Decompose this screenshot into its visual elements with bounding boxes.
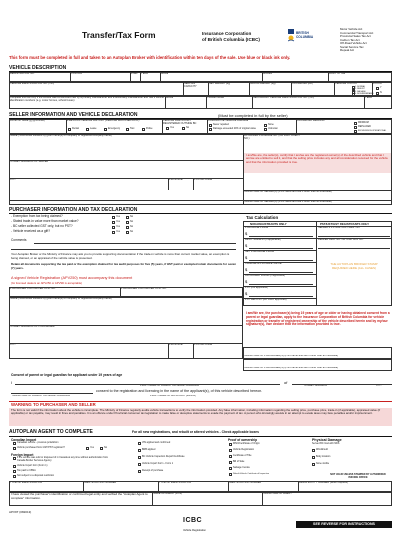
agent-option-label: BRB applied <box>142 448 156 451</box>
agent-option-label: Canadian vehicle - previous jurisdiction <box>17 441 59 444</box>
consent-text: consent to the registration and licencing in the name of the applicant(s), of this vehicle described hereon. <box>96 389 263 393</box>
canadian-gst-no-checkbox[interactable] <box>100 447 103 450</box>
agent-section-subtitle: For all new registrations, and rebuilt or altered vehicles - Check applicable boxes <box>132 430 259 434</box>
agent-signature-field[interactable]: SIGNATURE OF AGENT <box>263 493 292 495</box>
tax-calc-title: Tax Calculation <box>246 215 279 220</box>
canadian-previous-checkbox[interactable] <box>13 442 16 445</box>
tax-col-nonregistrants: NON-REGISTRANTS ONLY <box>250 222 287 226</box>
consent-print-label: PRINT NAME OF PARENT OR LEGAL GUARDIAN <box>140 385 200 387</box>
section-rule <box>9 213 392 214</box>
yes-label: Yes <box>90 446 94 449</box>
consent-of: of <box>284 380 288 385</box>
inspection-report-checkbox[interactable] <box>138 456 141 459</box>
dollar-sign: $ <box>245 291 248 296</box>
seller-province-field[interactable]: PROVINCE <box>169 179 183 181</box>
agent-option-label: Receipt of purchase <box>142 469 164 472</box>
history-rental-checkbox[interactable] <box>68 128 71 131</box>
status-option-label: 4. NON-REPAIRABLE <box>355 93 374 96</box>
status-option-label: 1. NORMAL <box>355 85 366 88</box>
seller-signature2-field[interactable]: SIGNATURE OF SELLER(S) (Print name and title if other than an individual) <box>244 201 332 203</box>
yes-label: Yes <box>116 219 120 223</box>
question-tradein: - Stated trade-in value more than market value? <box>11 219 79 223</box>
foreign-import-heading: Foreign Import <box>11 453 34 457</box>
cumulative-damage-label: CUMULATIVE VEHICLE DAMAGE <box>208 120 249 122</box>
damage-never-checkbox[interactable] <box>209 124 212 127</box>
dollar-sign: $ <box>245 267 248 272</box>
windshield-checkbox[interactable] <box>312 449 315 452</box>
pst-input[interactable] <box>249 296 313 297</box>
section-rule <box>9 436 392 437</box>
warning-title: WARNING TO PURCHASER AND SELLER <box>11 402 96 407</box>
registered-outside-bc-label: VEHICLE PREVIOUSLY REGISTERED OUTSIDE BC <box>163 120 197 125</box>
seller-gst-input[interactable] <box>318 236 390 237</box>
gst-only-yes-checkbox[interactable] <box>112 226 115 229</box>
dealer-no-input[interactable] <box>318 248 390 249</box>
purchaser-section-title: PURCHASER INFORMATION AND TAX DECLARATION <box>9 207 138 213</box>
seller-declaration: I am/We are, the seller(s), certify that I am/we are the registered owner(s) of the described vehicle and that I am/we are entitled to sell it, and that the selling price includes any and all consideration received for the vehicle and that the information provided is true. <box>246 153 388 164</box>
appraisal-input[interactable] <box>249 284 313 285</box>
intro-notice: This form must be completed in full and taken to an Autoplan Broker with identification within ten days of the sale. Use blue or black ink only. <box>9 55 291 60</box>
broker-stamp-area: THE AUTOPLAN BROKER STAMP REQUIRED HERE (ALL CASES) <box>330 262 378 270</box>
question-exemption: - Exemption from tax being claimed? <box>11 214 63 218</box>
trade-name-field[interactable]: TRADE NAME <box>207 97 225 99</box>
odometer-option-label: REPLACED <box>358 125 371 128</box>
id-number2-field[interactable]: IDENTIFICATION NUMBER <box>229 482 262 484</box>
odometer-reading-label: ODOMETER READING <box>297 120 325 122</box>
legal-entity-field[interactable]: LEGAL ENTITY NUMBER (when required) <box>299 482 349 484</box>
no-label: No <box>130 214 134 218</box>
agent-option-label: Bill of Sale <box>233 460 245 463</box>
agent-option-label: Salvage Invoice <box>233 466 250 469</box>
history-option-label: Taxi <box>130 127 135 130</box>
purchaser-signature2-field[interactable]: SIGNATURE OF PURCHASER(S) (Print name and title if other than an individual) <box>244 367 339 369</box>
history-option-label: Police <box>146 127 153 130</box>
secondary-manufacturer-note: Complete this line only if the vehicle was constructed new by a primary manufacturer and a secondary manufacturer and has 2 vehicle identification numbers (e.g. motor homes, school buses) <box>10 97 164 102</box>
footer-subtitle: Vehicle Registration <box>183 529 206 532</box>
governing-acts: Motor Vehicle Act Commercial Transport Act Provincial Sales Tax Act Carbon Tax Act Off-Road Vehicle Act Social Service Tax Repeal Act <box>340 27 374 52</box>
applicable-value-input[interactable] <box>249 272 313 273</box>
damage-option-label: Never repaired <box>213 123 229 126</box>
agent-option-label: Vehicle Import Form - Form 1 <box>142 462 174 465</box>
agent-option-label: MSO/Certificate of Origin <box>233 442 260 445</box>
history-taxi-checkbox[interactable] <box>126 128 129 131</box>
agent-option-label: Tax paid to CBSA <box>17 469 36 472</box>
canadian-gst-yes-checkbox[interactable] <box>86 447 89 450</box>
see-reverse-text: SEE REVERSE FOR INSTRUCTIONS <box>313 522 375 526</box>
trade-in-input[interactable] <box>249 248 313 249</box>
secondary-year-field[interactable]: YEAR <box>365 97 373 99</box>
pst-deposit-label: PST DEPOSIT (BC ICBC approved) <box>245 299 287 301</box>
mso-checkbox[interactable] <box>229 443 232 446</box>
agent-name-field[interactable]: NAME OF AGENT (Print) <box>153 493 183 495</box>
damage-none-checkbox[interactable] <box>264 124 267 127</box>
physical-damage-sub: Served BC Insd with NDS <box>312 442 340 445</box>
tax-col-registrants: PST/HST/GST REGISTRANTS ONLY <box>320 222 370 226</box>
purchaser-street-field[interactable]: STREET ADDRESS OF PURCHASER <box>10 326 55 328</box>
consent-minor-label: PRINT NAME OF APPLICANT (MINOR) <box>150 395 197 397</box>
yes-label: Yes <box>116 229 120 233</box>
seller-gst-label: SELLER'S PST/HST/GST REG. NO. <box>318 227 361 229</box>
purchaser-province-field[interactable]: PROVINCE <box>169 344 183 346</box>
odometer-field[interactable]: ODOMETER (km) <box>292 83 313 85</box>
odometer-broken-checkbox[interactable] <box>354 130 357 133</box>
comments-label: Comments <box>11 238 27 242</box>
no-label: No <box>186 126 190 129</box>
canadian-gst-checkbox[interactable] <box>13 447 16 450</box>
vin-confirmed-checkbox[interactable] <box>138 442 141 445</box>
import-form-checkbox[interactable] <box>138 463 141 466</box>
secondary-make-field[interactable]: MAKE <box>166 97 174 99</box>
agent-section-title: AUTOPLAN AGENT TO COMPLETE <box>9 429 93 435</box>
id-type1-field[interactable]: TYPE OF IDENTIFICATION <box>10 482 43 484</box>
purchase-price-label: PURCHASE PRICE <box>245 227 269 229</box>
foreign-disposed-checkbox[interactable] <box>13 457 16 460</box>
seller-licence-field[interactable]: BC DRIVER'S LICENCE NO. (OR ICBC CLIENT NO.) <box>244 135 300 140</box>
body-style-field[interactable]: BODY STYLE <box>329 73 346 75</box>
purchase-price-input[interactable] <box>249 236 313 237</box>
seller-section-note: (Must be completed in full by the seller) <box>218 113 288 118</box>
apv250-notice: A signed Vehicle Registration (APV250) must accompany this document <box>11 276 133 280</box>
status-option-label: 3. SALVAGE <box>355 90 366 93</box>
agent-option-label: Not subject to a disposal restriction <box>17 474 55 477</box>
exemption-no-checkbox[interactable] <box>126 216 129 219</box>
flood-label: FLOOD <box>373 83 382 85</box>
receipt-checkbox[interactable] <box>138 470 141 473</box>
seller-street-field[interactable]: STREET ADDRESS OF SELLER <box>10 161 49 163</box>
no-label: No <box>130 219 134 223</box>
consent-title: Consent of parent or legal guardian for applicant under 19 years of age <box>11 373 123 377</box>
damage-unknown-checkbox[interactable] <box>264 128 267 131</box>
seller-signature1-field[interactable]: SIGNATURE OF SELLER(S) (Print name and title if other than an individual) <box>244 191 332 193</box>
agent-option-label: Certificate of Title <box>233 454 252 457</box>
previous-history-label: PREVIOUS VEHICLE HISTORY (VEHICLE WAS USED AS A:) <box>67 120 140 122</box>
flood-yes-checkbox[interactable] <box>376 87 379 90</box>
vehicle-section-title: VEHICLE DESCRIPTION <box>9 65 67 71</box>
salvage-invoice-checkbox[interactable] <box>229 467 232 470</box>
physical-damage-heading: Physical Damage <box>312 438 342 442</box>
dollar-sign: $ <box>245 231 248 236</box>
dollar-sign: $ <box>245 279 248 284</box>
no-label: No <box>130 229 134 233</box>
damage-option-label: Damage exceeded 20% of original value <box>213 127 256 130</box>
year-field[interactable]: YEAR <box>141 73 149 75</box>
colour-field[interactable]: COLOUR <box>71 73 83 75</box>
none-visible-checkbox[interactable] <box>312 463 315 466</box>
consent-i: I <box>11 380 13 385</box>
gst-only-no-checkbox[interactable] <box>126 226 129 229</box>
divider <box>9 200 392 201</box>
yes-label: Yes <box>116 224 120 228</box>
no-label: No <box>104 446 108 449</box>
question-gift: - Vehicle received as a gift? <box>11 229 50 233</box>
not-valid-notice: NOT VALID UNLESS STAMPED BY AUTHORIZED ISSUING OFFICE <box>330 473 386 479</box>
net-weight-field[interactable]: NET WEIGHT (kg) <box>209 83 231 85</box>
agent-option-label: Vehicle purchased from GST/PST registrant? <box>17 446 65 449</box>
comments-input[interactable] <box>34 243 236 244</box>
gross-weight-field[interactable]: GROSS WEIGHT (kg) <box>250 83 276 85</box>
bc-gov-name: BRITISH COLUMBIA <box>296 31 314 39</box>
purchaser-city-field[interactable]: CITY <box>10 344 16 346</box>
consent-address-label: STREET ADDRESS <box>304 385 328 387</box>
purchaser2-dl-field[interactable]: PURCHASER'S BC DRIVER'S LIC NO. <box>121 288 167 290</box>
comments-input-line2[interactable] <box>11 249 236 250</box>
purchaser-postal-field[interactable]: POSTAL CODE <box>194 344 213 346</box>
canadian-import-heading: Canadian Import <box>11 438 37 442</box>
yes-label: Yes <box>170 126 174 129</box>
flood-no-checkbox[interactable] <box>376 92 379 95</box>
history-option-label: Rental <box>72 127 79 130</box>
divider <box>316 221 317 306</box>
fuel-field[interactable]: FUEL <box>131 73 138 75</box>
damage-exceeded-checkbox[interactable] <box>209 128 212 131</box>
id-number1-field[interactable]: IDENTIFICATION NUMBER <box>84 482 117 484</box>
net-price-input[interactable] <box>249 260 313 261</box>
warning-text: The form is not valid if the information about the vehicle is incomplete. The Ministry of Finance regularly audits vehicle transactions to verify the information provided. Any false information, including information regarding the selling price, purchase price, trade-in (if applicable), appraised value (if applicable) or tax payable, may result in fines and penalties. It is an offence under Provincial consumer tax legislation to make false or deceptive statements to evade the payment of tax. A person who knowingly assists in an attempt to evade taxes may face penalties and/or imprisonment. <box>11 408 381 416</box>
exemption-yes-checkbox[interactable] <box>112 216 115 219</box>
agent-option-label: Rebuilt Vehicle Certificate of Inspection <box>233 473 270 475</box>
purchaser-declaration: I am/We are, the purchaser(s) being 19 years of age or older or having obtained consent from a parent or legal guardian, apply to the Insurance Corporation of British Columbia for vehicle registration or transfer of registered ownership of the vehicle described herein and by my/our signature(s), I/we declare that the information provided is true. <box>246 311 390 327</box>
odometer-minimum-checkbox[interactable] <box>354 122 357 125</box>
supporting-docs-info: Your Autoplan Broker or the Ministry of Finance may ask you to provide supporting documentation if the trade-in vehicle is more than current market value, an exemption is being claimed, or an appraisal of the vehicle value is presented. <box>11 252 230 260</box>
consent-sig-label: SIGNATURE OF PARENT OR LEGAL GUARDIAN <box>12 395 71 397</box>
secondary-vin-field[interactable]: SECONDARY VEHICLE IDENTIFICATION NO. (VIN) <box>253 97 315 99</box>
outside-bc-yes-checkbox[interactable] <box>166 127 169 130</box>
tradein-yes-checkbox[interactable] <box>112 221 115 224</box>
question-gst-only: - BC seller collected GST only, but no PST? <box>11 224 73 228</box>
agent-option-label: BC Vehicle Inspection Report/Certificate <box>142 455 185 458</box>
pst-label: PST (not applicable) <box>245 287 269 289</box>
brb-applied-checkbox[interactable] <box>138 449 141 452</box>
agent-option-label: Windshield <box>316 448 328 451</box>
bill-of-sale-checkbox[interactable] <box>229 461 232 464</box>
make-field[interactable]: MAKE <box>161 73 169 75</box>
agent-option-label: Vehicle Registration <box>233 448 255 451</box>
vehicle-status-label: VEHICLE STATUS <box>335 83 357 85</box>
purchaser1-dl-field[interactable]: PURCHASER'S BC DRIVER'S LIC NO. <box>10 288 56 290</box>
history-lease-checkbox[interactable] <box>86 128 89 131</box>
seller-postal-field[interactable]: POSTAL CODE <box>194 179 213 181</box>
seating-capacity-field[interactable]: SEATING CAPACITY <box>184 83 197 88</box>
vin-field[interactable]: VEHICLE IDENTIFICATION NO. (VIN) <box>10 83 55 85</box>
seller-name-field[interactable]: NAME (SURNAME followed by given name(s) or company or registered company name) <box>10 135 112 137</box>
id-type2-field[interactable]: TYPE OF IDENTIFICATION <box>159 482 192 484</box>
agent-option-label: Vehicle Import form (Form 1) <box>17 464 48 467</box>
agent-option-label: None visible <box>316 462 330 465</box>
form-number: APV9T (082013) <box>9 510 32 514</box>
rebuilt-certificate-checkbox[interactable] <box>229 473 232 476</box>
agent-option-label: Body location <box>316 455 331 458</box>
history-police-checkbox[interactable] <box>142 128 145 131</box>
purchaser-signature1-field[interactable]: SIGNATURE OF PURCHASER(S) (Print name and title if other than an individual) <box>244 355 339 357</box>
registration-no-field[interactable]: REGISTRATION NO. <box>10 73 35 75</box>
dollar-sign: $ <box>245 255 248 260</box>
agent-option-label: If the vehicle was sold or disposed of in Canada at any time without authorization from Canada Border Services Agency <box>17 456 109 462</box>
damage-option-label: None <box>268 123 274 126</box>
history-option-label: Lease <box>90 127 97 130</box>
outside-bc-no-checkbox[interactable] <box>182 127 185 130</box>
odometer-option-label: MINIMUM <box>358 121 369 124</box>
net-price-label: NET PURCHASE PRICE <box>245 251 274 253</box>
trade-in-label: LESS TRADE-IN (if applicable) <box>245 239 281 241</box>
date-of-sale-field[interactable]: DATE OF SALE (yyyy/mm/dd) <box>10 120 45 122</box>
consent-city-input[interactable] <box>11 393 93 394</box>
history-option-label: Emergency <box>108 127 121 130</box>
dollar-sign: $ <box>245 243 248 248</box>
dealer-no-label: DEALER REG. NO. OR ICBC APR NO. <box>318 239 364 241</box>
retain-docs-info: Retain all documents supporting the tax paid or the exemption claimed for tax audit purposes for five (5) years, if HST paid or exempted retain documents for seven (7) years. <box>11 262 237 270</box>
insurer-name-line1: Insurance Corporation <box>202 31 252 36</box>
model-field[interactable]: MODEL <box>263 73 273 75</box>
agent-declaration: I have viewed the purchaser's identification or confirmed legal entity and verified the "Autoplan Agent to complete" information. <box>11 492 148 500</box>
consent-city-label: CITY <box>376 385 382 387</box>
odometer-replaced-checkbox[interactable] <box>354 126 357 129</box>
history-emergency-checkbox[interactable] <box>104 128 107 131</box>
foreign-restriction-checkbox[interactable] <box>13 475 16 478</box>
proof-ownership-heading: Proof of ownership <box>228 438 258 442</box>
seller-city-field[interactable]: CITY <box>10 179 16 181</box>
certificate-title-checkbox[interactable] <box>229 455 232 458</box>
gift-no-checkbox[interactable] <box>126 231 129 234</box>
agent-option-label: VIN applied and confirmed <box>142 441 171 444</box>
status-option-label: 2. REBUILT <box>355 88 365 91</box>
flood-option-label: N <box>380 90 382 94</box>
seller-section-title: SELLER INFORMATION AND VEHICLE DECLARATION <box>9 112 138 118</box>
see-reverse-banner <box>296 521 392 528</box>
flood-option-label: Y <box>380 86 382 89</box>
icbc-brand: ICBC <box>183 517 203 524</box>
form-title: Transfer/Tax Form <box>82 30 156 40</box>
odometer-option-label: BROKEN/NON-OPERATIONAL <box>358 130 387 132</box>
insurer-name-line2: of British Columbia (ICBC) <box>202 37 260 42</box>
gift-yes-checkbox[interactable] <box>112 231 115 234</box>
purchaser-name-field[interactable]: NAME (SURNAME followed by given name(s) or company or registered company name) <box>10 298 112 300</box>
body-location-checkbox[interactable] <box>312 456 315 459</box>
foreign-form1-checkbox[interactable] <box>13 465 16 468</box>
tradein-no-checkbox[interactable] <box>126 221 129 224</box>
foreign-cbsa-checkbox[interactable] <box>13 470 16 473</box>
applicable-value-label: CHARGE APPLICABLE VALUE <box>245 263 282 265</box>
vehicle-registration-checkbox[interactable] <box>229 449 232 452</box>
yes-label: Yes <box>116 214 120 218</box>
appraisal-label: APPRAISED VALUE (if applicable) <box>245 275 286 277</box>
damage-option-label: Unknown <box>268 127 278 130</box>
no-label: No <box>130 224 134 228</box>
apv250-note: (for licensed dealers an APV250 or APV9D is acceptable) <box>11 281 83 285</box>
